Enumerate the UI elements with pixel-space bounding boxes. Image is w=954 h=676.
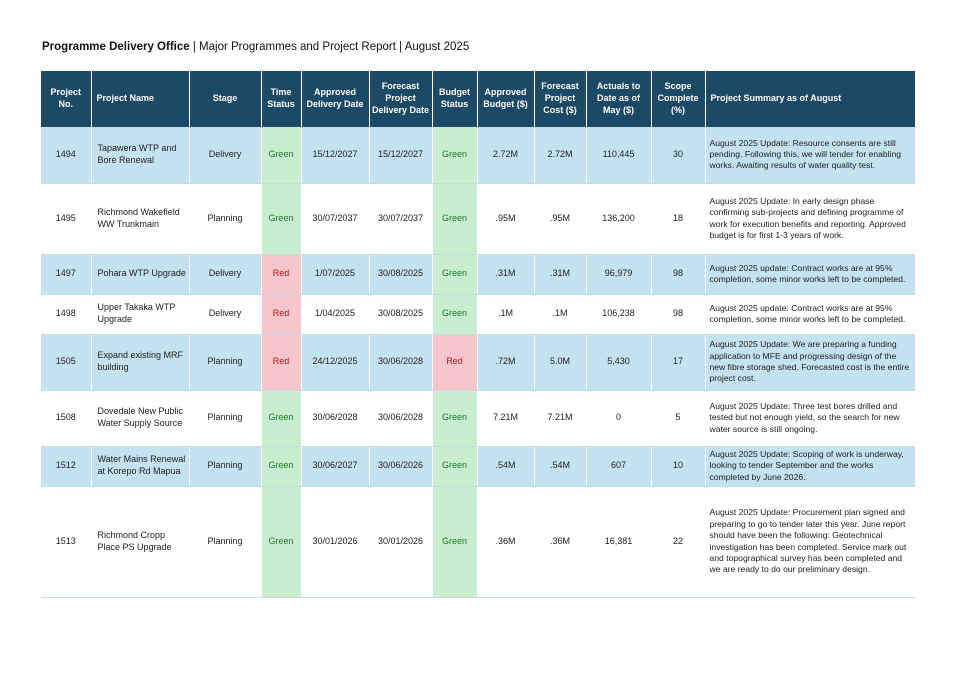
cell-actuals: 5,430 <box>586 334 651 390</box>
cell-project-name: Richmond Cropp Place PS Upgrade <box>91 486 189 597</box>
cell-budget-status: Green <box>432 254 477 294</box>
col-header-forecast-date: Forecast Project Delivery Date <box>369 71 432 127</box>
cell-scope-complete: 22 <box>651 486 705 597</box>
cell-project-no: 1498 <box>41 294 91 334</box>
office-name: Programme Delivery Office <box>42 41 190 53</box>
cell-project-name: Upper Takaka WTP Upgrade <box>91 294 189 334</box>
cell-stage: Planning <box>189 390 261 446</box>
col-header-approved-budget: Approved Budget ($) <box>477 71 534 127</box>
cell-project-no: 1497 <box>41 254 91 294</box>
cell-budget-status: Green <box>432 486 477 597</box>
col-header-project-name: Project Name <box>91 71 189 127</box>
report-title <box>42 41 469 53</box>
cell-budget-status: Green <box>432 390 477 446</box>
cell-actuals: 607 <box>586 446 651 486</box>
cell-approved-budget: .72M <box>477 334 534 390</box>
cell-actuals: 110,445 <box>586 127 651 183</box>
cell-forecast-cost: .95M <box>534 183 586 254</box>
cell-scope-complete: 5 <box>651 390 705 446</box>
cell-stage: Delivery <box>189 127 261 183</box>
cell-actuals: 136,200 <box>586 183 651 254</box>
cell-stage: Planning <box>189 334 261 390</box>
cell-scope-complete: 98 <box>651 254 705 294</box>
table-row <box>41 294 915 334</box>
cell-project-name: Dovedale New Public Water Supply Source <box>91 390 189 446</box>
cell-approved-budget: .1M <box>477 294 534 334</box>
cell-approved-date: 24/12/2025 <box>301 334 369 390</box>
cell-summary: August 2025 Update: We are preparing a funding application to MFE and progressing design of the new fibre storage shed. Forecasted cost is the entire project cost. <box>705 334 915 390</box>
cell-stage: Planning <box>189 486 261 597</box>
project-table <box>41 71 915 598</box>
cell-forecast-date: 30/01/2026 <box>369 486 432 597</box>
cell-forecast-date: 30/06/2028 <box>369 390 432 446</box>
cell-project-name: Richmond Wakefield WW Trunkmain <box>91 183 189 254</box>
cell-stage: Delivery <box>189 254 261 294</box>
cell-project-no: 1494 <box>41 127 91 183</box>
cell-summary: August 2025 Update: Three test bores drilled and tested but not enough yield, so the search for new water source is still ongoing. <box>705 390 915 446</box>
col-header-forecast-cost: Forecast Project Cost ($) <box>534 71 586 127</box>
header-row <box>41 71 915 127</box>
cell-approved-budget: .54M <box>477 446 534 486</box>
cell-summary: August 2025 update: Contract works are at 95% completion, some minor works left to be completed. <box>705 294 915 334</box>
cell-approved-date: 1/07/2025 <box>301 254 369 294</box>
cell-time-status: Green <box>261 486 301 597</box>
col-header-project-no: Project No. <box>41 71 91 127</box>
cell-stage: Delivery <box>189 294 261 334</box>
cell-time-status: Red <box>261 254 301 294</box>
cell-summary: August 2025 Update: In early design phase confirming sub-projects and defining programme of work for execution benefits and reporting. Approved budget is for first 1-3 years of work. <box>705 183 915 254</box>
cell-time-status: Red <box>261 294 301 334</box>
cell-time-status: Green <box>261 390 301 446</box>
cell-time-status: Green <box>261 127 301 183</box>
cell-forecast-date: 30/06/2028 <box>369 334 432 390</box>
col-header-approved-date: Approved Delivery Date <box>301 71 369 127</box>
cell-budget-status: Green <box>432 127 477 183</box>
cell-forecast-date: 30/06/2026 <box>369 446 432 486</box>
cell-forecast-cost: 2.72M <box>534 127 586 183</box>
cell-scope-complete: 17 <box>651 334 705 390</box>
cell-project-name: Tapawera WTP and Bore Renewal <box>91 127 189 183</box>
col-header-budget-status: Budget Status <box>432 71 477 127</box>
cell-project-name: Expand existing MRF building <box>91 334 189 390</box>
cell-approved-date: 15/12/2027 <box>301 127 369 183</box>
cell-approved-budget: 2.72M <box>477 127 534 183</box>
cell-actuals: 96,979 <box>586 254 651 294</box>
cell-approved-date: 30/01/2026 <box>301 486 369 597</box>
cell-budget-status: Green <box>432 183 477 254</box>
cell-approved-date: 1/04/2025 <box>301 294 369 334</box>
cell-forecast-cost: .54M <box>534 446 586 486</box>
cell-project-no: 1495 <box>41 183 91 254</box>
cell-forecast-cost: .31M <box>534 254 586 294</box>
cell-time-status: Green <box>261 446 301 486</box>
cell-approved-budget: .36M <box>477 486 534 597</box>
cell-budget-status: Red <box>432 334 477 390</box>
cell-forecast-date: 15/12/2027 <box>369 127 432 183</box>
cell-scope-complete: 30 <box>651 127 705 183</box>
cell-approved-date: 30/07/2037 <box>301 183 369 254</box>
cell-project-no: 1513 <box>41 486 91 597</box>
report-name: Major Programmes and Project Report | August 2025 <box>199 41 470 53</box>
table-row <box>41 254 915 294</box>
cell-time-status: Green <box>261 183 301 254</box>
cell-forecast-cost: 5.0M <box>534 334 586 390</box>
cell-project-no: 1508 <box>41 390 91 446</box>
cell-approved-date: 30/06/2028 <box>301 390 369 446</box>
cell-scope-complete: 18 <box>651 183 705 254</box>
table-row <box>41 446 915 486</box>
cell-summary: August 2025 update: Contract works are at 95% completion, some minor works left to be completed. <box>705 254 915 294</box>
cell-scope-complete: 98 <box>651 294 705 334</box>
cell-budget-status: Green <box>432 446 477 486</box>
cell-project-name: Pohara WTP Upgrade <box>91 254 189 294</box>
cell-project-no: 1505 <box>41 334 91 390</box>
table-row <box>41 486 915 597</box>
cell-forecast-cost: 7.21M <box>534 390 586 446</box>
cell-forecast-cost: .1M <box>534 294 586 334</box>
cell-forecast-date: 30/07/2037 <box>369 183 432 254</box>
cell-approved-budget: .31M <box>477 254 534 294</box>
cell-approved-date: 30/06/2027 <box>301 446 369 486</box>
col-header-summary: Project Summary as of August <box>705 71 915 127</box>
cell-actuals: 106,238 <box>586 294 651 334</box>
cell-stage: Planning <box>189 183 261 254</box>
cell-summary: August 2025 Update: Resource consents are still pending. Following this, we will tender for enabling works. Awaiting results of water quality test. <box>705 127 915 183</box>
cell-summary: August 2025 Update: Procurement plan signed and preparing to go to tender later this year. June report should have been the following: Geotechnical investigation has been completed. Service mark out and topographical survey has been completed and we are ready to do our preliminary design. <box>705 486 915 597</box>
table-row <box>41 390 915 446</box>
col-header-stage: Stage <box>189 71 261 127</box>
cell-project-name: Water Mains Renewal at Korepo Rd Mapua <box>91 446 189 486</box>
title-separator: | <box>189 41 200 53</box>
cell-summary: August 2025 Update: Scoping of work is underway, looking to tender September and the works completed by June 2026. <box>705 446 915 486</box>
cell-actuals: 0 <box>586 390 651 446</box>
cell-forecast-cost: .36M <box>534 486 586 597</box>
table-row <box>41 127 915 183</box>
table-row <box>41 334 915 390</box>
table-row <box>41 183 915 254</box>
cell-approved-budget: .95M <box>477 183 534 254</box>
cell-approved-budget: 7.21M <box>477 390 534 446</box>
cell-forecast-date: 30/08/2025 <box>369 254 432 294</box>
cell-scope-complete: 10 <box>651 446 705 486</box>
col-header-actuals: Actuals to Date as of May ($) <box>586 71 651 127</box>
cell-stage: Planning <box>189 446 261 486</box>
cell-project-no: 1512 <box>41 446 91 486</box>
cell-time-status: Red <box>261 334 301 390</box>
cell-budget-status: Green <box>432 294 477 334</box>
col-header-scope: Scope Complete (%) <box>651 71 705 127</box>
cell-actuals: 16,381 <box>586 486 651 597</box>
col-header-time-status: Time Status <box>261 71 301 127</box>
cell-forecast-date: 30/08/2025 <box>369 294 432 334</box>
